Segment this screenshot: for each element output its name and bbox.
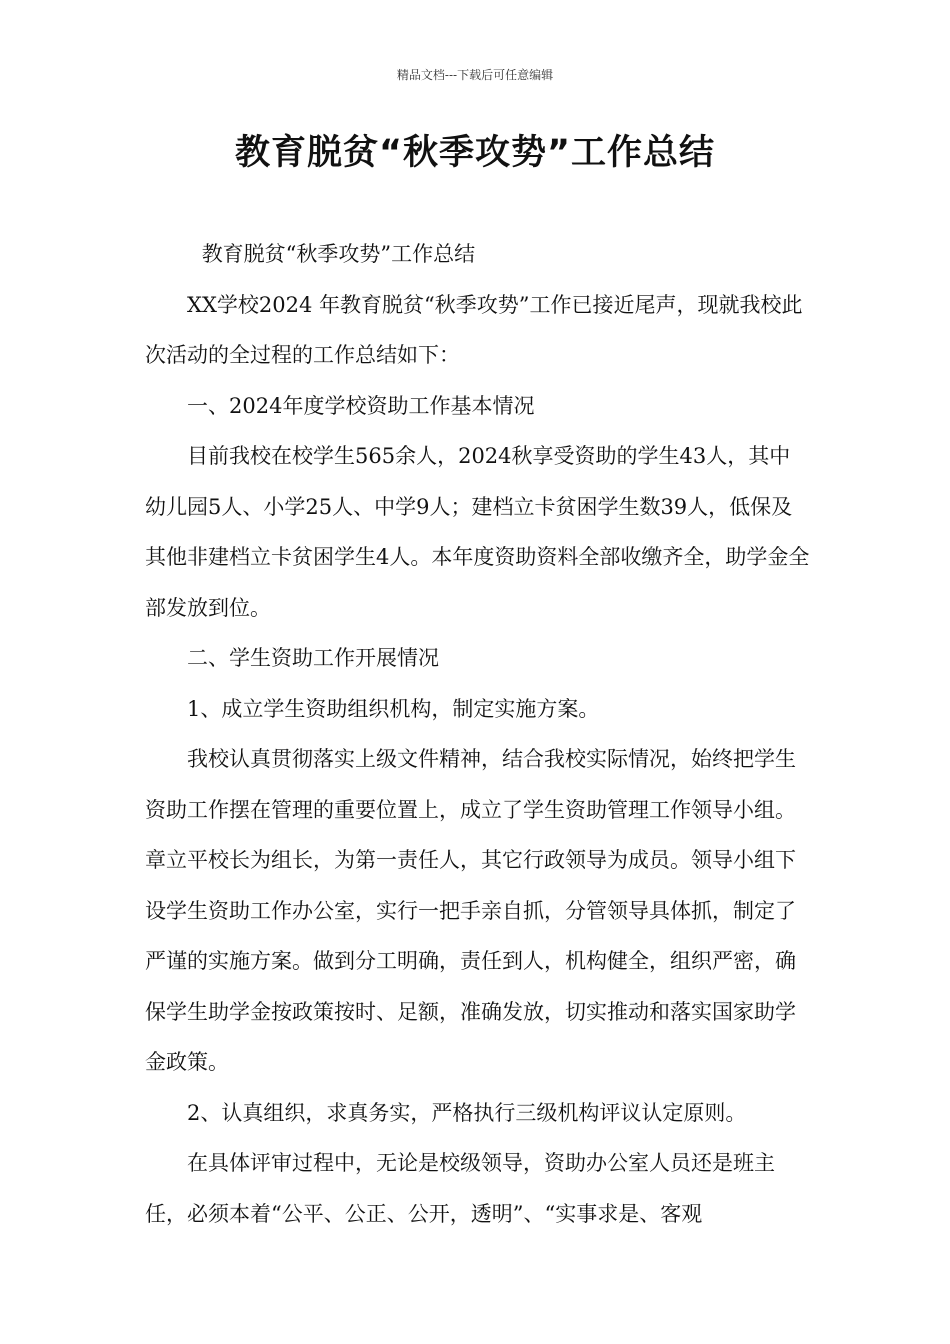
subtitle-paragraph: 教育脱贫“秋季攻势”工作总结 <box>201 242 476 266</box>
review-paragraph: 在具体评审过程中，无论是校级领导，资助办公室人员还是班主任，必须本着“公平、公正、公开，透明”、“实事求是、客观 <box>145 1151 775 1226</box>
section-heading-2: 二、学生资助工作开展情况 <box>187 646 439 670</box>
document-body <box>145 229 810 1239</box>
subheading-1: 1、成立学生资助组织机构，制定实施方案。 <box>187 696 600 721</box>
subheading-2: 2、认真组织，求真务实，严格执行三级机构评议认定原则。 <box>187 1100 747 1125</box>
basic-situation-paragraph: 目前我校在校学生565余人，2024秋享受资助的学生43人，其中幼儿园5人、小学25人、中学9人；建档立卡贫困学生数39人，低保及其他非建档立卡贫困学生4人。本年度资助资料全部收缴齐全，助学金全部发放到位。 <box>145 444 810 620</box>
intro-paragraph: XX学校2024 年教育脱贫“秋季攻势”工作已接近尾声，现就我校此次活动的全过程的工作总结如下： <box>145 292 803 367</box>
page-header: 精品文档---下载后可任意编辑 <box>396 68 554 82</box>
section-heading-1: 一、2024年度学校资助工作基本情况 <box>187 393 535 418</box>
document-title: 教育脱贫“秋季攻势”工作总结 <box>234 133 715 173</box>
organization-paragraph: 我校认真贯彻落实上级文件精神，结合我校实际情况，始终把学生资助工作摆在管理的重要位置上，成立了学生资助管理工作领导小组。章立平校长为组长，为第一责任人，其它行政领导为成员。领导小组下设学生资助工作办公室，实行一把手亲自抓，分管领导具体抓，制定了严谨的实施方案。做到分工明确，责任到人，机构健全，组织严密，确保学生助学金按政策按时、足额，准确发放，切实推动和落实国家助学金政策。 <box>145 747 796 1074</box>
